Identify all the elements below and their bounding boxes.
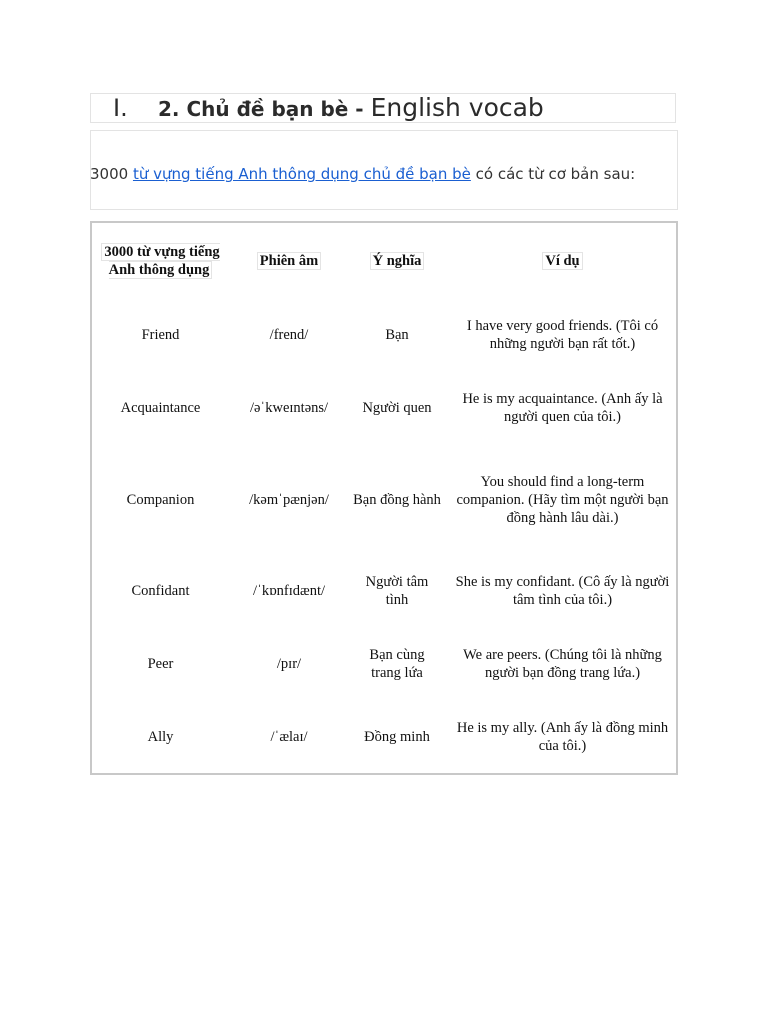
cell-example: I have very good friends. (Tôi có những người bạn rất tốt.) — [466, 318, 659, 353]
vocab-topic-link[interactable]: từ vựng tiếng Anh thông dụng chủ đề bạn bè — [132, 165, 471, 183]
table-row — [92, 700, 680, 773]
section-heading-bold: 2. Chủ đề bạn bè - — [158, 97, 371, 121]
cell-ipa: /pɪr/ — [276, 655, 302, 672]
table-row — [92, 372, 680, 445]
cell-example: We are peers. (Chúng tôi là những người bạn đồng trang lứa.) — [463, 646, 662, 681]
cell-ipa: /kəmˈpænjən/ — [249, 491, 329, 508]
cell-meaning: Bạn đồng hành — [353, 491, 441, 508]
table-row — [92, 627, 680, 700]
vocab-table-container — [90, 221, 678, 775]
table-row — [92, 299, 680, 372]
header-ipa: Phiên âm — [229, 223, 349, 299]
header-example: Ví dụ — [445, 223, 680, 299]
section-heading-light: English vocab — [370, 93, 544, 122]
cell-word: Friend — [141, 327, 180, 344]
cell-ipa: /ˈkɒnfɪdænt/ — [252, 582, 326, 599]
cell-ipa: /frend/ — [269, 327, 309, 344]
section-heading — [158, 94, 544, 123]
header-word: 3000 từ vựng tiếng Anh thông dụng — [92, 223, 229, 299]
cell-example: You should find a long-term companion. (Hãy tìm một người bạn đồng hành lâu dài.) — [456, 473, 669, 526]
intro-prefix: 3000 — [90, 165, 133, 183]
cell-word: Acquaintance — [120, 400, 201, 417]
vocab-table — [92, 223, 680, 773]
cell-meaning: Bạn — [385, 327, 409, 344]
table-row — [92, 554, 680, 627]
intro-paragraph — [90, 161, 677, 187]
cell-ipa: /əˈkweɪntəns/ — [249, 400, 329, 417]
intro-suffix: có các từ cơ bản sau: — [470, 165, 636, 183]
cell-word: Ally — [147, 728, 174, 745]
cell-meaning: Người quen — [362, 400, 432, 417]
cell-meaning: Bạn cùng trang lứa — [369, 646, 425, 681]
cell-word: Peer — [147, 655, 174, 672]
header-meaning: Ý nghĩa — [349, 223, 445, 299]
cell-meaning: Đồng minh — [364, 728, 430, 745]
cell-word: Confidant — [131, 582, 190, 599]
cell-word: Companion — [126, 491, 195, 508]
table-row — [92, 445, 680, 554]
cell-ipa: /ˈælaɪ/ — [270, 728, 308, 745]
cell-example: He is my ally. (Anh ấy là đồng minh của tôi.) — [456, 719, 669, 754]
cell-meaning: Người tâm tình — [365, 573, 429, 608]
section-number: I. — [113, 94, 128, 122]
cell-example: She is my confidant. (Cô ấy là người tâm tình của tôi.) — [455, 573, 670, 608]
cell-example: He is my acquaintance. (Anh ấy là người quen của tôi.) — [462, 391, 663, 426]
table-header-row — [92, 223, 680, 299]
